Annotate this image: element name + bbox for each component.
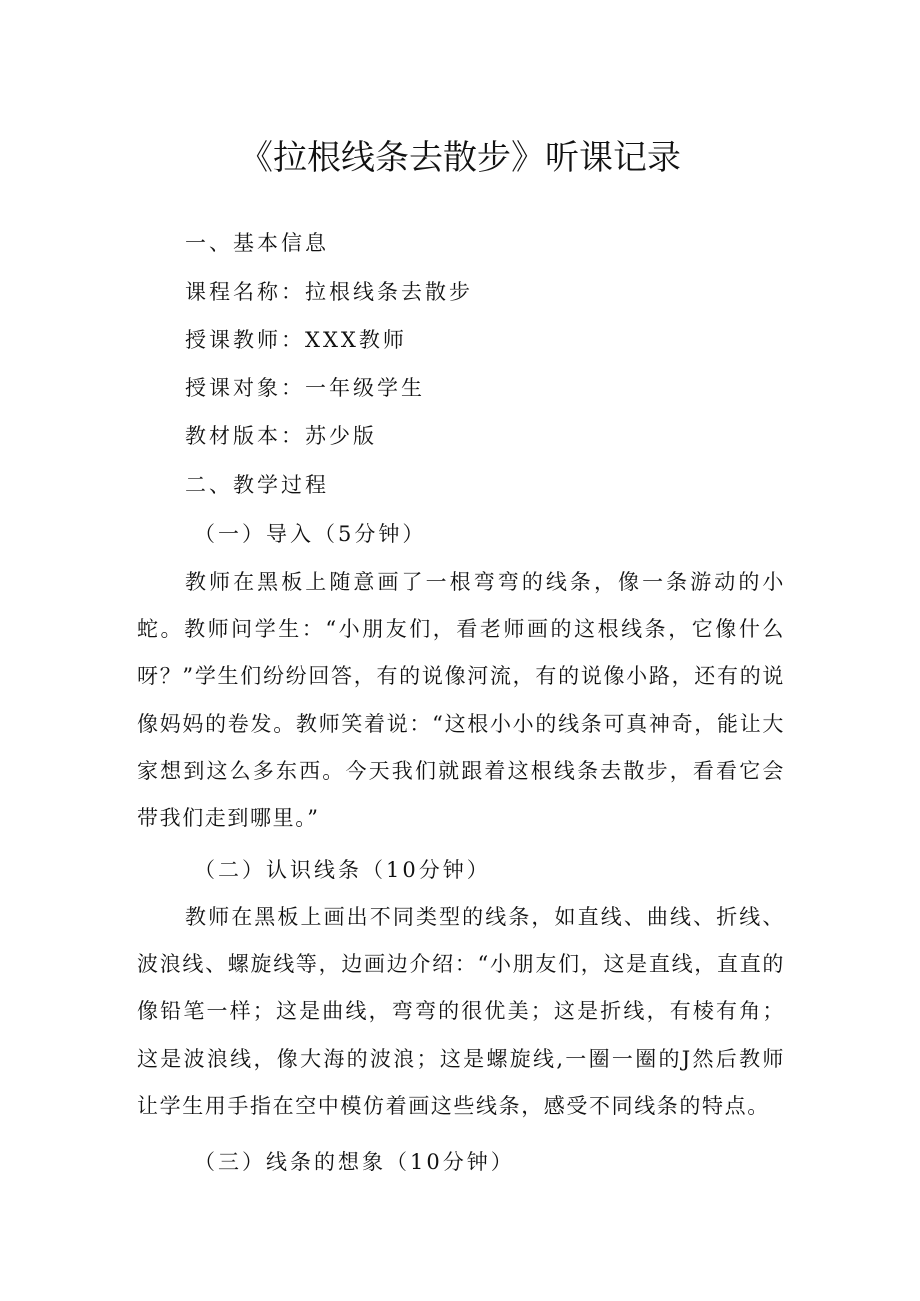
section-heading-teaching-process: 二、教学过程 xyxy=(185,473,329,497)
subsection-heading-recognize-lines: （二）认识线条（10分钟） xyxy=(194,858,491,882)
textbook-line: 教材版本：苏少版 xyxy=(185,424,377,448)
section-heading-basic-info: 一、基本信息 xyxy=(185,231,329,255)
paragraph-recognize-lines: 教师在黑板上画出不同类型的线条，如直线、曲线、折线、波浪线、螺旋线等，边画边介绍：“小朋友们，这是直线，直直的像铅笔一样；这是曲线，弯弯的很优美；这是折线，有棱有角；这是波浪线，像大海的波浪；这是螺旋线,一圈一圈的J然后教师让学生用手指在空中模仿着画这些线条，感受不同线条的特点。 xyxy=(137,905,785,1118)
course-name-line: 课程名称：拉根线条去散步 xyxy=(185,280,473,304)
audience-line: 授课对象：一年级学生 xyxy=(185,376,425,400)
teacher-line: 授课教师：XXX教师 xyxy=(185,328,407,352)
subsection-heading-intro: （一）导入（5分钟） xyxy=(194,522,427,546)
paragraph-intro: 教师在黑板上随意画了一根弯弯的线条，像一条游动的小蛇。教师问学生：“小朋友们，看老师画的这根线条，它像什么呀？”学生们纷纷回答，有的说像河流，有的说像小路，还有的说像妈妈的卷发。教师笑着说：“这根小小的线条可真神奇，能让大家想到这么多东西。今天我们就跟着这根线条去散步，看看它会带我们走到哪里。” xyxy=(137,570,785,831)
subsection-heading-line-imagination: （三）线条的想象（10分钟） xyxy=(194,1150,515,1174)
document-title: 《拉根线条去散步》听课记录 xyxy=(239,138,681,178)
